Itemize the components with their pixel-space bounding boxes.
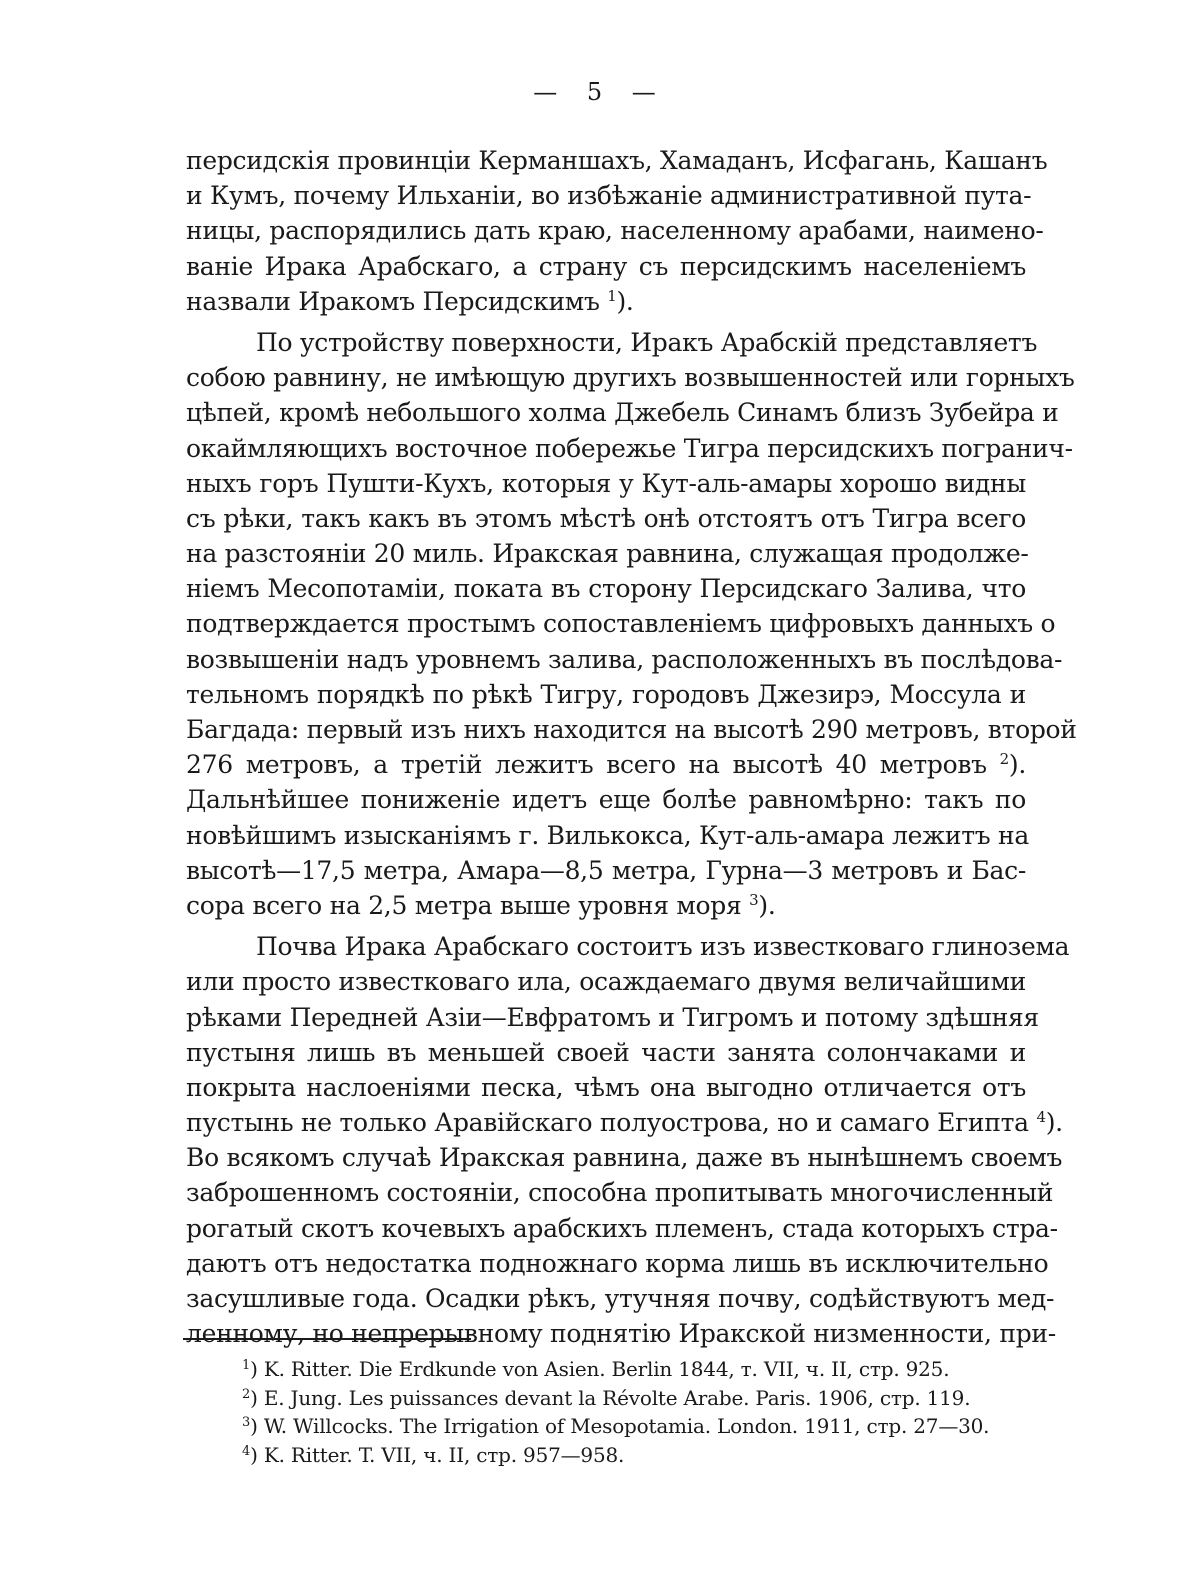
text-line: на разстояніи 20 миль. Иракская равнина, служащая продолже- (186, 539, 1029, 569)
text-line (186, 888, 1026, 923)
text-line: рѣками Передней Азіи—Евфратомъ и Тигромъ и потому здѣшняя (186, 1002, 1039, 1032)
text-line: тельномъ порядкѣ по рѣкѣ Тигру, городовъ Джезирэ, Моссула и (186, 679, 1026, 709)
text-line: новѣйшимъ изысканіямъ г. Вилькокса, Кут-аль-амара лежитъ на (186, 820, 1029, 850)
text-line: рогатый скотъ кочевыхъ арабскихъ племенъ, стада которыхъ стра- (186, 1213, 1058, 1243)
text-line (186, 284, 1026, 319)
text-line: ваніе Ирака Арабскаго, а страну съ персидскимъ населеніемъ (186, 251, 1026, 281)
footnote-item (242, 1384, 1032, 1413)
text-line-content: пустынь не только Аравійскаго полуострова, но и самаго Египта (186, 1108, 1029, 1138)
text-line: ленному, но непрерывному поднятію Иракской низменности, при- (186, 1319, 1056, 1349)
text-line: ницы, распорядились дать краю, населенному арабами, наимено- (186, 216, 1044, 246)
text-line: ніемъ Месопотаміи, поката въ сторону Персидскаго Залива, что (186, 574, 1026, 604)
footnote-text: ) K. Ritter. Die Erdkunde von Asien. Berlin 1844, т. VII, ч. II, стр. 925. (250, 1357, 950, 1381)
paragraph-3 (186, 929, 1070, 1351)
footnote-item (242, 1355, 1032, 1384)
text-line: даютъ отъ недостатка подножнаго корма лишь въ исключительно (186, 1248, 1049, 1278)
footnote-number: 2 (242, 1386, 251, 1402)
text-line-content: 276 метровъ, а третій лежитъ всего на высотѣ 40 метровъ (186, 750, 987, 780)
footnote-ref: 2 (999, 750, 1009, 769)
text-line-content: сора всего на 2,5 метра выше уровня моря (186, 890, 742, 920)
footnote-ref: 3 (749, 890, 759, 909)
text-line-content: назвали Иракомъ Персидскимъ (186, 286, 600, 316)
text-line: засушливые года. Осадки рѣкъ, утучняя почву, содѣйствуютъ мед- (186, 1284, 1055, 1313)
text-line (186, 747, 1026, 782)
footnote-ref-tail: ). (758, 890, 776, 920)
footnote-number: 3 (242, 1415, 251, 1430)
footnote-text: ) K. Ritter. T. VII, ч. II, стр. 957—958. (250, 1442, 625, 1467)
footnote-ref-tail: ). (616, 286, 634, 316)
footnote-text: ) W. Willcocks. The Irrigation of Mesopotamia. London. 1911, стр. 27—30. (250, 1414, 990, 1438)
text-line: покрыта наслоеніями песка, чѣмъ она выгодно отличается отъ (186, 1072, 1026, 1102)
text-line: По устройству поверхности, Иракъ Арабскій представляетъ (256, 327, 1038, 357)
text-line: Почва Ирака Арабскаго состоитъ изъ известковаго глинозема (256, 932, 1070, 962)
text-line: высотѣ—17,5 метра, Амара—8,5 метра, Гурна—3 метровъ и Бас- (186, 855, 1026, 885)
paragraph-2 (186, 325, 1077, 923)
text-line: или просто известковаго ила, осаждаемаго двумя величайшими (186, 967, 1026, 997)
text-line: ныхъ горъ Пушти-Кухъ, которыя у Кут-аль-амары хорошо видны (186, 468, 1026, 498)
text-line: съ рѣки, такъ какъ въ этомъ мѣстѣ онѣ отстоятъ отъ Тигра всего (186, 503, 1026, 533)
text-line: персидскія провинціи Керманшахъ, Хамаданъ, Исфагань, Кашанъ (186, 146, 1048, 175)
text-line: Во всякомъ случаѣ Иракская равнина, даже въ нынѣшнемъ своемъ (186, 1143, 1063, 1173)
text-line: заброшенномъ состояніи, способна пропитывать многочисленный (186, 1178, 1054, 1208)
footnote-ref-tail: ). (1008, 750, 1026, 780)
paragraph-1 (186, 143, 1048, 319)
text-line: окаймляющихъ восточное побережье Тигра персидскихъ погранич- (186, 433, 1073, 463)
text-line: Дальнѣйшее пониженіе идетъ еще болѣе равномѣрно: такъ по (186, 785, 1026, 815)
footnote-ref: 4 (1036, 1108, 1046, 1127)
text-line: цѣпей, кромѣ небольшого холма Джебель Синамъ близъ Зубейра и (186, 398, 1059, 428)
footnotes (242, 1355, 1032, 1469)
footnote-number: 4 (242, 1443, 251, 1459)
text-line: и Кумъ, почему Ильханіи, во избѣжаніе административной пута- (186, 181, 1032, 211)
footnote-text: ) E. Jung. Les puissances devant la Révolte Arabe. Paris. 1906, стр. 119. (250, 1385, 971, 1410)
body-text (186, 143, 1077, 1351)
text-line (186, 1105, 1063, 1140)
footnote-number: 1 (242, 1358, 251, 1373)
footnote-ref-tail: ). (1045, 1108, 1063, 1138)
text-line: подтверждается простымъ сопоставленіемъ цифровыхъ данныхъ о (186, 609, 1056, 639)
footnote-item (242, 1412, 1032, 1441)
text-line: возвышеніи надъ уровнемъ залива, расположенныхъ въ послѣдова- (186, 644, 1063, 674)
text-line: пустыня лишь въ меньшей своей части занята солончаками и (186, 1037, 1026, 1067)
footnote-item (242, 1441, 1032, 1470)
footnote-divider (183, 1338, 471, 1340)
footnote-ref: 1 (607, 286, 617, 305)
text-line: Багдада: первый изъ нихъ находится на высотѣ 290 метровъ, второй (186, 715, 1077, 744)
page-number: — 5 — (533, 78, 658, 106)
text-line: собою равнину, не имѣющую другихъ возвышенностей или горныхъ (186, 363, 1075, 393)
